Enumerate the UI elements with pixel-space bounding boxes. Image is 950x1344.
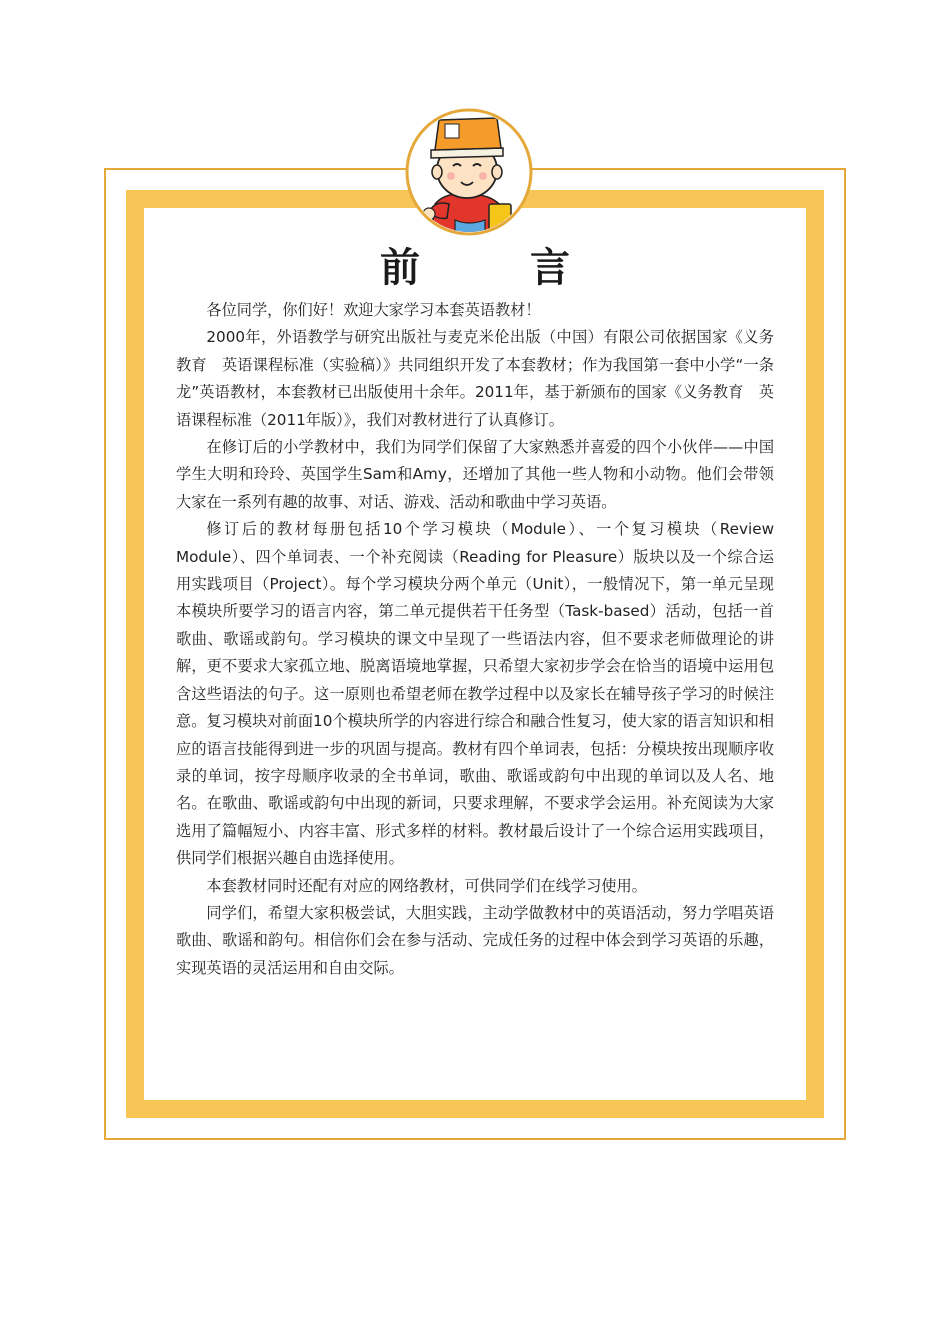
cartoon-boy-with-hat-icon: [405, 108, 533, 236]
title-char-1: 前: [380, 244, 420, 291]
paragraph-structure: 修订后的教材每册包括10个学习模块（Module）、一个复习模块（Review Module）、四个单词表、一个补充阅读（Reading for Pleasure）版块以及一个综合运用实践项目（Project）。每个学习模块分两个单元（Unit），一般情况下，第一单元呈现本模块所要学习的语言内容，第二单元提供若干任务型（Task-based）活动，包括一首歌曲、歌谣或韵句。学习模块的课文中呈现了一些语法内容，但不要求老师做理论的讲解，更不要求大家孤立地、脱离语境地掌握，只希望大家初步学会在恰当的语境中运用包含这些语法的句子。这一原则也希望老师在教学过程中以及家长在辅导孩子学习的时候注意。复习模块对前面10个模块所学的内容进行综合和融合性复习，使大家的语言知识和相应的语言技能得到进一步的巩固与提高。教材有四个单词表，包括：分模块按出现顺序收录的单词，按字母顺序收录的全书单词，歌曲、歌谣或韵句中出现的单词以及人名、地名。在歌曲、歌谣或韵句中出现的新词，只要求理解，不要求学会运用。补充阅读为大家选用了篇幅短小、内容丰富、形式多样的材料。教材最后设计了一个综合运用实践项目，供同学们根据兴趣自由选择使用。: [176, 520, 774, 868]
preface-body: [176, 297, 774, 982]
title-char-2: 言: [530, 244, 570, 291]
paragraph-characters: 在修订后的小学教材中，我们为同学们保留了大家熟悉并喜爱的四个小伙伴——中国学生大明和玲玲、英国学生Sam和Amy，还增加了其他一些人物和小动物。他们会带领大家在一系列有趣的故事、对话、游戏、活动和歌曲中学习英语。: [176, 438, 774, 511]
paragraph-history: 2000年，外语教学与研究出版社与麦克米伦出版（中国）有限公司依据国家《义务教育 英语课程标准（实验稿）》共同组织开发了本套教材；作为我国第一套中小学“一条龙”英语教材，本套教材已出版使用十余年。2011年，基于新颁布的国家《义务教育 英语课程标准（2011年版）》，我们对教材进行了认真修订。: [176, 328, 774, 429]
paragraph-closing: 同学们，希望大家积极尝试，大胆实践，主动学做教材中的英语活动，努力学唱英语歌曲、歌谣和韵句。相信你们会在参与活动、完成任务的过程中体会到学习英语的乐趣，实现英语的灵活运用和自由交际。: [176, 903, 774, 977]
page-title: [0, 238, 950, 298]
paragraph-greeting: 各位同学，你们好！欢迎大家学习本套英语教材！: [206, 301, 541, 319]
paragraph-online: 本套教材同时还配有对应的网络教材，可供同学们在线学习使用。: [206, 876, 647, 895]
